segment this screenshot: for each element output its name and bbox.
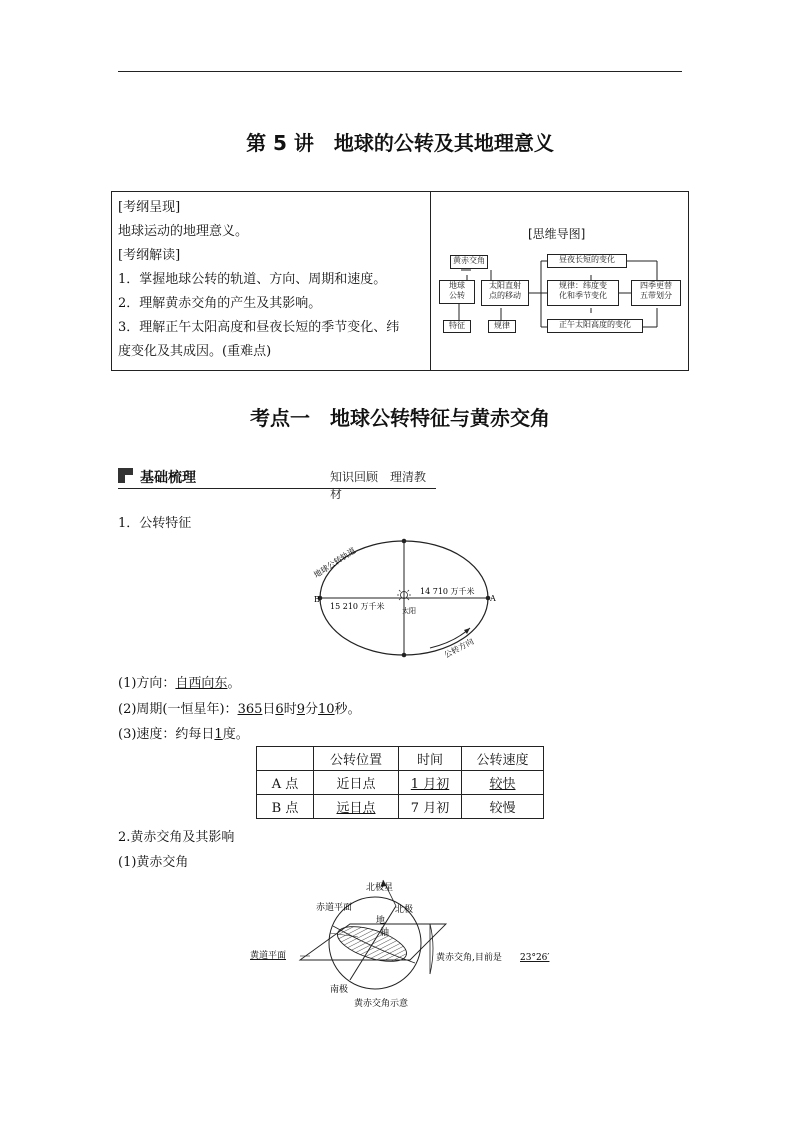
syllabus-item: 度变化及其成因。(重难点): [118, 344, 272, 359]
syllabus-item: 2．理解黄赤交角的产生及其影响。: [118, 296, 322, 311]
equator-plane-label: 赤道平面: [316, 903, 353, 913]
node-feature: [443, 320, 471, 333]
axis-label-2: 轴: [380, 928, 390, 938]
node-direct-line1: 太阳直射: [489, 281, 521, 290]
period-prefix: (2)周期(一恒星年)：: [118, 702, 238, 717]
period-seconds-unit: 秒: [334, 702, 348, 717]
header-rule: [118, 71, 682, 72]
section-bar-subtitle: 知识回顾 理清教材: [330, 470, 427, 501]
node-daynight-label: 昼夜长短的变化: [559, 255, 615, 264]
speed-prefix: (3)速度：约每日: [118, 727, 215, 742]
ecliptic-plane-label: 黄道平面: [250, 951, 287, 961]
node-daynight: [547, 254, 627, 268]
table-header-cell: 公转速度: [462, 747, 544, 771]
diagram-caption: 黄赤交角示意: [354, 999, 409, 1009]
node-rule-line2: 化和季节变化: [559, 291, 607, 300]
north-pole-label: 北极: [395, 905, 414, 915]
period-days-unit: 日: [262, 702, 276, 717]
section-bar-title: 基础梳理: [140, 470, 196, 486]
period-seconds: 10: [318, 702, 335, 717]
table-cell: 7 月初: [399, 795, 462, 819]
node-obliquity: [450, 255, 488, 269]
syllabus-text: [118, 196, 424, 364]
period-days: 365: [237, 702, 263, 717]
table-cell: A 点: [257, 771, 314, 795]
period-line: [118, 698, 361, 717]
node-seasons-line1: 四季更替: [640, 281, 672, 290]
orbit-label: 地球公转轨道: [312, 545, 358, 580]
node-rule: [547, 280, 619, 306]
direction-label: 公转方向: [442, 636, 476, 660]
node-feature-label: 特征: [449, 321, 465, 330]
item-2-heading: 2.黄赤交角及其影响: [118, 830, 235, 845]
section-title: 考点一 地球公转特征与黄赤交角: [250, 406, 550, 430]
node-law: [488, 320, 516, 333]
period-hours-unit: 时: [283, 702, 297, 717]
item-1-heading: 1．公转特征: [118, 516, 192, 531]
direction-prefix: (1)方向：: [118, 676, 176, 691]
table-cell: 1 月初: [399, 771, 462, 795]
table-cell: 近日点: [314, 771, 399, 795]
table-cell: 远日点: [314, 795, 399, 819]
mindmap: [431, 192, 688, 370]
obliquity-diagram: [250, 868, 570, 1014]
direction-line: [118, 672, 240, 691]
node-revolution: [439, 280, 475, 304]
direction-suffix: 。: [227, 676, 241, 691]
node-obliquity-label: 黄赤交角: [453, 256, 485, 265]
present-text: 地球运动的地理意义。: [118, 224, 249, 239]
north-star-label: 北极星: [366, 883, 394, 893]
speed-line: [118, 723, 249, 742]
page-title: 第 5 讲 地球的公转及其地理意义: [246, 131, 554, 155]
node-noon-label: 正午太阳高度的变化: [559, 320, 631, 329]
table-header-cell: [257, 747, 314, 771]
node-revolution-line2: 公转: [449, 291, 465, 300]
table-header-cell: 时间: [399, 747, 462, 771]
speed-suffix: 度。: [222, 727, 249, 742]
present-heading: [考纲呈现]: [118, 200, 181, 215]
node-seasons: [631, 280, 681, 306]
angle-value: 23°26′: [520, 953, 550, 963]
item-2-1-heading: (1)黄赤交角: [118, 855, 189, 870]
table-row: [257, 771, 544, 795]
period-minutes: 9: [296, 702, 305, 717]
table-cell: 较快: [462, 771, 544, 795]
point-a-label: A: [490, 594, 496, 603]
syllabus-box: [111, 191, 689, 371]
table-cell: 较慢: [462, 795, 544, 819]
period-suffix: 。: [347, 702, 361, 717]
table-header-row: [257, 747, 544, 771]
sun-label: 太阳: [402, 607, 416, 615]
table-row: [257, 795, 544, 819]
node-noon-altitude: [547, 319, 643, 333]
angle-label: 黄赤交角,目前是: [436, 953, 502, 963]
section-bar: [118, 467, 436, 501]
direction-arrow-icon: [464, 628, 470, 634]
south-pole-label: 南极: [330, 985, 349, 995]
distance-b-label: 15 210 万千米: [330, 602, 385, 611]
distance-a-label: 14 710 万千米: [420, 587, 475, 596]
table-header-cell: 公转位置: [314, 747, 399, 771]
node-law-label: 规律: [494, 321, 510, 330]
orbit-diagram: [300, 530, 510, 670]
node-rule-line1: 规律：纬度变: [559, 281, 607, 290]
mindmap-title: [思维导图]: [528, 227, 586, 241]
table-cell: B 点: [257, 795, 314, 819]
section-square-icon: [118, 468, 133, 483]
speed-value: 1: [214, 727, 223, 742]
node-seasons-line2: 五带划分: [640, 291, 672, 300]
period-minutes-unit: 分: [304, 702, 318, 717]
syllabus-item: 3．理解正午太阳高度和昼夜长短的季节变化、纬: [118, 320, 400, 335]
revolution-table: [256, 746, 544, 819]
point-b-label: B: [314, 595, 320, 604]
axis-label-1: 地: [376, 916, 386, 926]
explain-heading: [考纲解读]: [118, 248, 181, 263]
section-bar-rule: [118, 488, 436, 489]
direction-value: 自西向东: [175, 676, 228, 691]
node-revolution-line1: 地球: [449, 281, 465, 290]
node-direct-point: [481, 280, 529, 306]
node-direct-line2: 点的移动: [489, 291, 521, 300]
period-hours: 6: [275, 702, 284, 717]
syllabus-item: 1．掌握地球公转的轨道、方向、周期和速度。: [118, 272, 387, 287]
